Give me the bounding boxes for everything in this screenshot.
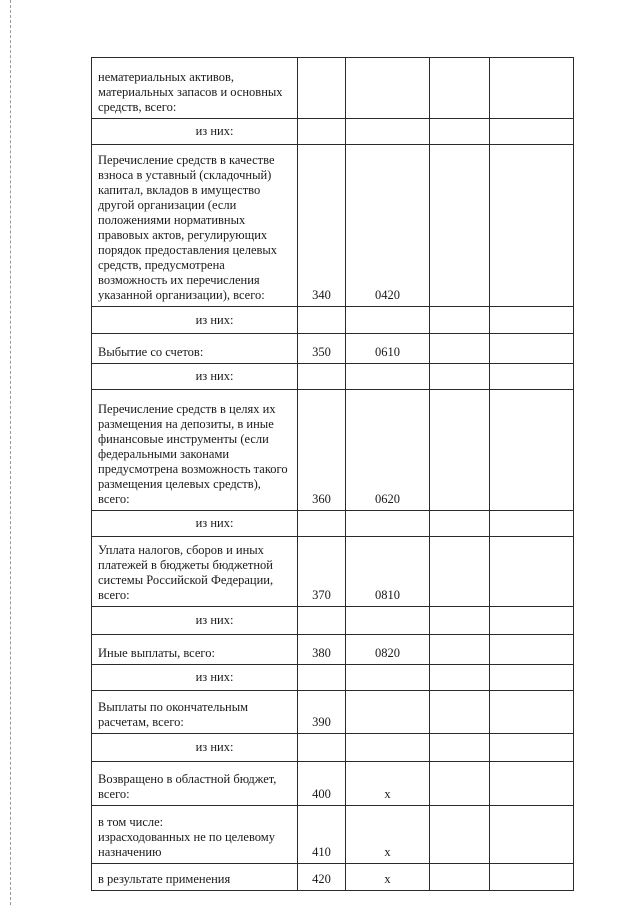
empty-cell bbox=[430, 734, 490, 762]
empty-cell bbox=[490, 58, 574, 119]
table-row bbox=[92, 390, 574, 511]
row-kosgu: х bbox=[346, 762, 430, 806]
empty-cell bbox=[430, 537, 490, 607]
empty-cell bbox=[298, 607, 346, 635]
empty-cell bbox=[430, 635, 490, 665]
empty-cell bbox=[430, 58, 490, 119]
row-kosgu bbox=[346, 691, 430, 734]
empty-cell bbox=[298, 307, 346, 334]
empty-cell bbox=[430, 364, 490, 390]
empty-cell bbox=[346, 607, 430, 635]
empty-cell bbox=[346, 364, 430, 390]
empty-cell bbox=[430, 119, 490, 145]
row-kosgu: 0610 bbox=[346, 334, 430, 364]
row-code: 410 bbox=[298, 806, 346, 864]
table-row bbox=[92, 145, 574, 307]
empty-cell bbox=[490, 635, 574, 665]
row-kosgu bbox=[346, 58, 430, 119]
row-description: в результате применения bbox=[92, 864, 298, 891]
table-row bbox=[92, 806, 574, 864]
row-description: Уплата налогов, сборов и иных платежей в бюджеты бюджетной системы Российской Федерации, всего: bbox=[92, 537, 298, 607]
row-kosgu: 0810 bbox=[346, 537, 430, 607]
empty-cell bbox=[346, 734, 430, 762]
table-row bbox=[92, 511, 574, 537]
row-description: Выбытие со счетов: bbox=[92, 334, 298, 364]
empty-cell bbox=[346, 307, 430, 334]
table-row bbox=[92, 119, 574, 145]
empty-cell bbox=[298, 119, 346, 145]
empty-cell bbox=[490, 119, 574, 145]
table-row bbox=[92, 691, 574, 734]
empty-cell bbox=[490, 334, 574, 364]
empty-cell bbox=[430, 864, 490, 891]
subheading-of-them: из них: bbox=[92, 511, 298, 537]
row-code: 340 bbox=[298, 145, 346, 307]
subheading-of-them: из них: bbox=[92, 665, 298, 691]
report-table bbox=[91, 57, 574, 891]
empty-cell bbox=[490, 607, 574, 635]
row-code: 350 bbox=[298, 334, 346, 364]
row-description: Перечисление средств в качестве взноса в уставный (складочный) капитал, вкладов в имущество другой организации (если положениями нормативных правовых актов, регулирующих порядок предоставления целевых средств, предусмотрена возможность их перечисления указанной организации), всего: bbox=[92, 145, 298, 307]
table-row bbox=[92, 334, 574, 364]
table-row bbox=[92, 307, 574, 334]
subheading-of-them: из них: bbox=[92, 364, 298, 390]
empty-cell bbox=[490, 864, 574, 891]
empty-cell bbox=[430, 665, 490, 691]
row-code bbox=[298, 58, 346, 119]
row-kosgu: х bbox=[346, 806, 430, 864]
row-kosgu: 0820 bbox=[346, 635, 430, 665]
row-code: 360 bbox=[298, 390, 346, 511]
empty-cell bbox=[346, 119, 430, 145]
empty-cell bbox=[490, 390, 574, 511]
empty-cell bbox=[490, 806, 574, 864]
empty-cell bbox=[298, 511, 346, 537]
row-description: Иные выплаты, всего: bbox=[92, 635, 298, 665]
row-code: 370 bbox=[298, 537, 346, 607]
row-code: 380 bbox=[298, 635, 346, 665]
empty-cell bbox=[430, 806, 490, 864]
row-kosgu: 0620 bbox=[346, 390, 430, 511]
empty-cell bbox=[298, 364, 346, 390]
empty-cell bbox=[430, 307, 490, 334]
table-row bbox=[92, 58, 574, 119]
empty-cell bbox=[490, 145, 574, 307]
empty-cell bbox=[430, 145, 490, 307]
empty-cell bbox=[430, 390, 490, 511]
row-description: Выплаты по окончательным расчетам, всего: bbox=[92, 691, 298, 734]
row-description: Перечисление средств в целях их размещения на депозиты, в иные финансовые инструменты (если федеральными законами предусмотрена возможность такого размещения целевых средств), всего: bbox=[92, 390, 298, 511]
empty-cell bbox=[346, 665, 430, 691]
row-kosgu: 0420 bbox=[346, 145, 430, 307]
empty-cell bbox=[490, 762, 574, 806]
subheading-of-them: из них: bbox=[92, 119, 298, 145]
row-code: 420 bbox=[298, 864, 346, 891]
table-row bbox=[92, 537, 574, 607]
row-description: Возвращено в областной бюджет, всего: bbox=[92, 762, 298, 806]
empty-cell bbox=[490, 364, 574, 390]
row-code: 390 bbox=[298, 691, 346, 734]
subheading-of-them: из них: bbox=[92, 307, 298, 334]
empty-cell bbox=[298, 665, 346, 691]
empty-cell bbox=[430, 762, 490, 806]
empty-cell bbox=[490, 734, 574, 762]
table-row bbox=[92, 607, 574, 635]
empty-cell bbox=[430, 607, 490, 635]
table-row bbox=[92, 734, 574, 762]
empty-cell bbox=[346, 511, 430, 537]
empty-cell bbox=[298, 734, 346, 762]
empty-cell bbox=[490, 691, 574, 734]
row-code: 400 bbox=[298, 762, 346, 806]
page-edge-line bbox=[10, 0, 11, 905]
table-row bbox=[92, 364, 574, 390]
empty-cell bbox=[490, 665, 574, 691]
subheading-of-them: из них: bbox=[92, 607, 298, 635]
row-description: в том числе: израсходованных не по целевому назначению bbox=[92, 806, 298, 864]
empty-cell bbox=[490, 511, 574, 537]
empty-cell bbox=[430, 511, 490, 537]
row-kosgu: х bbox=[346, 864, 430, 891]
table-row bbox=[92, 864, 574, 891]
empty-cell bbox=[430, 334, 490, 364]
empty-cell bbox=[430, 691, 490, 734]
table-row bbox=[92, 665, 574, 691]
subheading-of-them: из них: bbox=[92, 734, 298, 762]
empty-cell bbox=[490, 537, 574, 607]
table-row bbox=[92, 635, 574, 665]
empty-cell bbox=[490, 307, 574, 334]
table-row bbox=[92, 762, 574, 806]
row-description: нематериальных активов, материальных запасов и основных средств, всего: bbox=[92, 58, 298, 119]
